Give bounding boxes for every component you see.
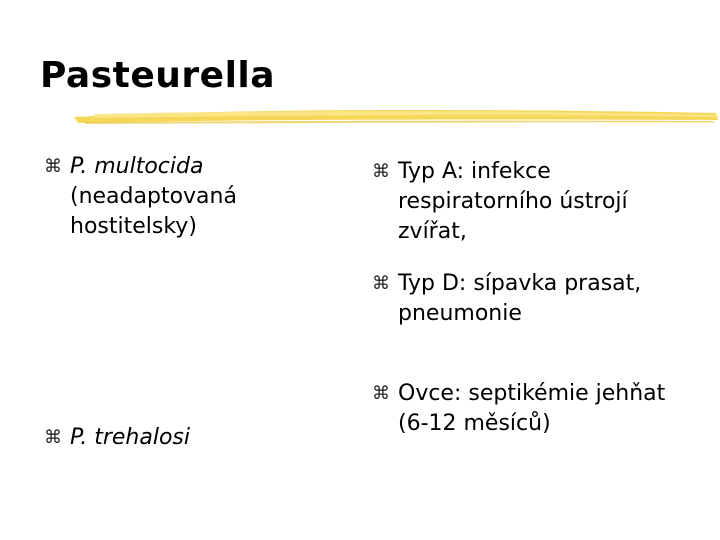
species-detail: (neadaptovaná hostitelsky) <box>70 184 237 239</box>
right-bullet-typ-d <box>372 269 698 329</box>
slide-title: Pasteurella <box>40 55 276 96</box>
z-bullet-icon: ⌘ <box>44 156 62 177</box>
right-bullet-ovce <box>372 379 698 439</box>
bullet-text: Typ D: sípavka prasat, pneumonie <box>398 271 642 326</box>
species-name: P. trehalosi <box>70 425 191 450</box>
title-underline <box>34 104 720 128</box>
bullet-text: Typ A: infekce respiratorního ústrojí zvířat, <box>398 159 628 244</box>
bullet-text: Ovce: septikémie jehňat (6-12 měsíců) <box>398 381 666 436</box>
z-bullet-icon: ⌘ <box>372 383 390 404</box>
left-bullet-trehalosi <box>44 423 310 453</box>
right-bullet-typ-a <box>372 157 698 247</box>
z-bullet-icon: ⌘ <box>372 273 390 294</box>
z-bullet-icon: ⌘ <box>44 427 62 448</box>
left-bullet-multocida <box>44 152 310 242</box>
z-bullet-icon: ⌘ <box>372 161 390 182</box>
species-name: P. multocida <box>70 154 204 179</box>
